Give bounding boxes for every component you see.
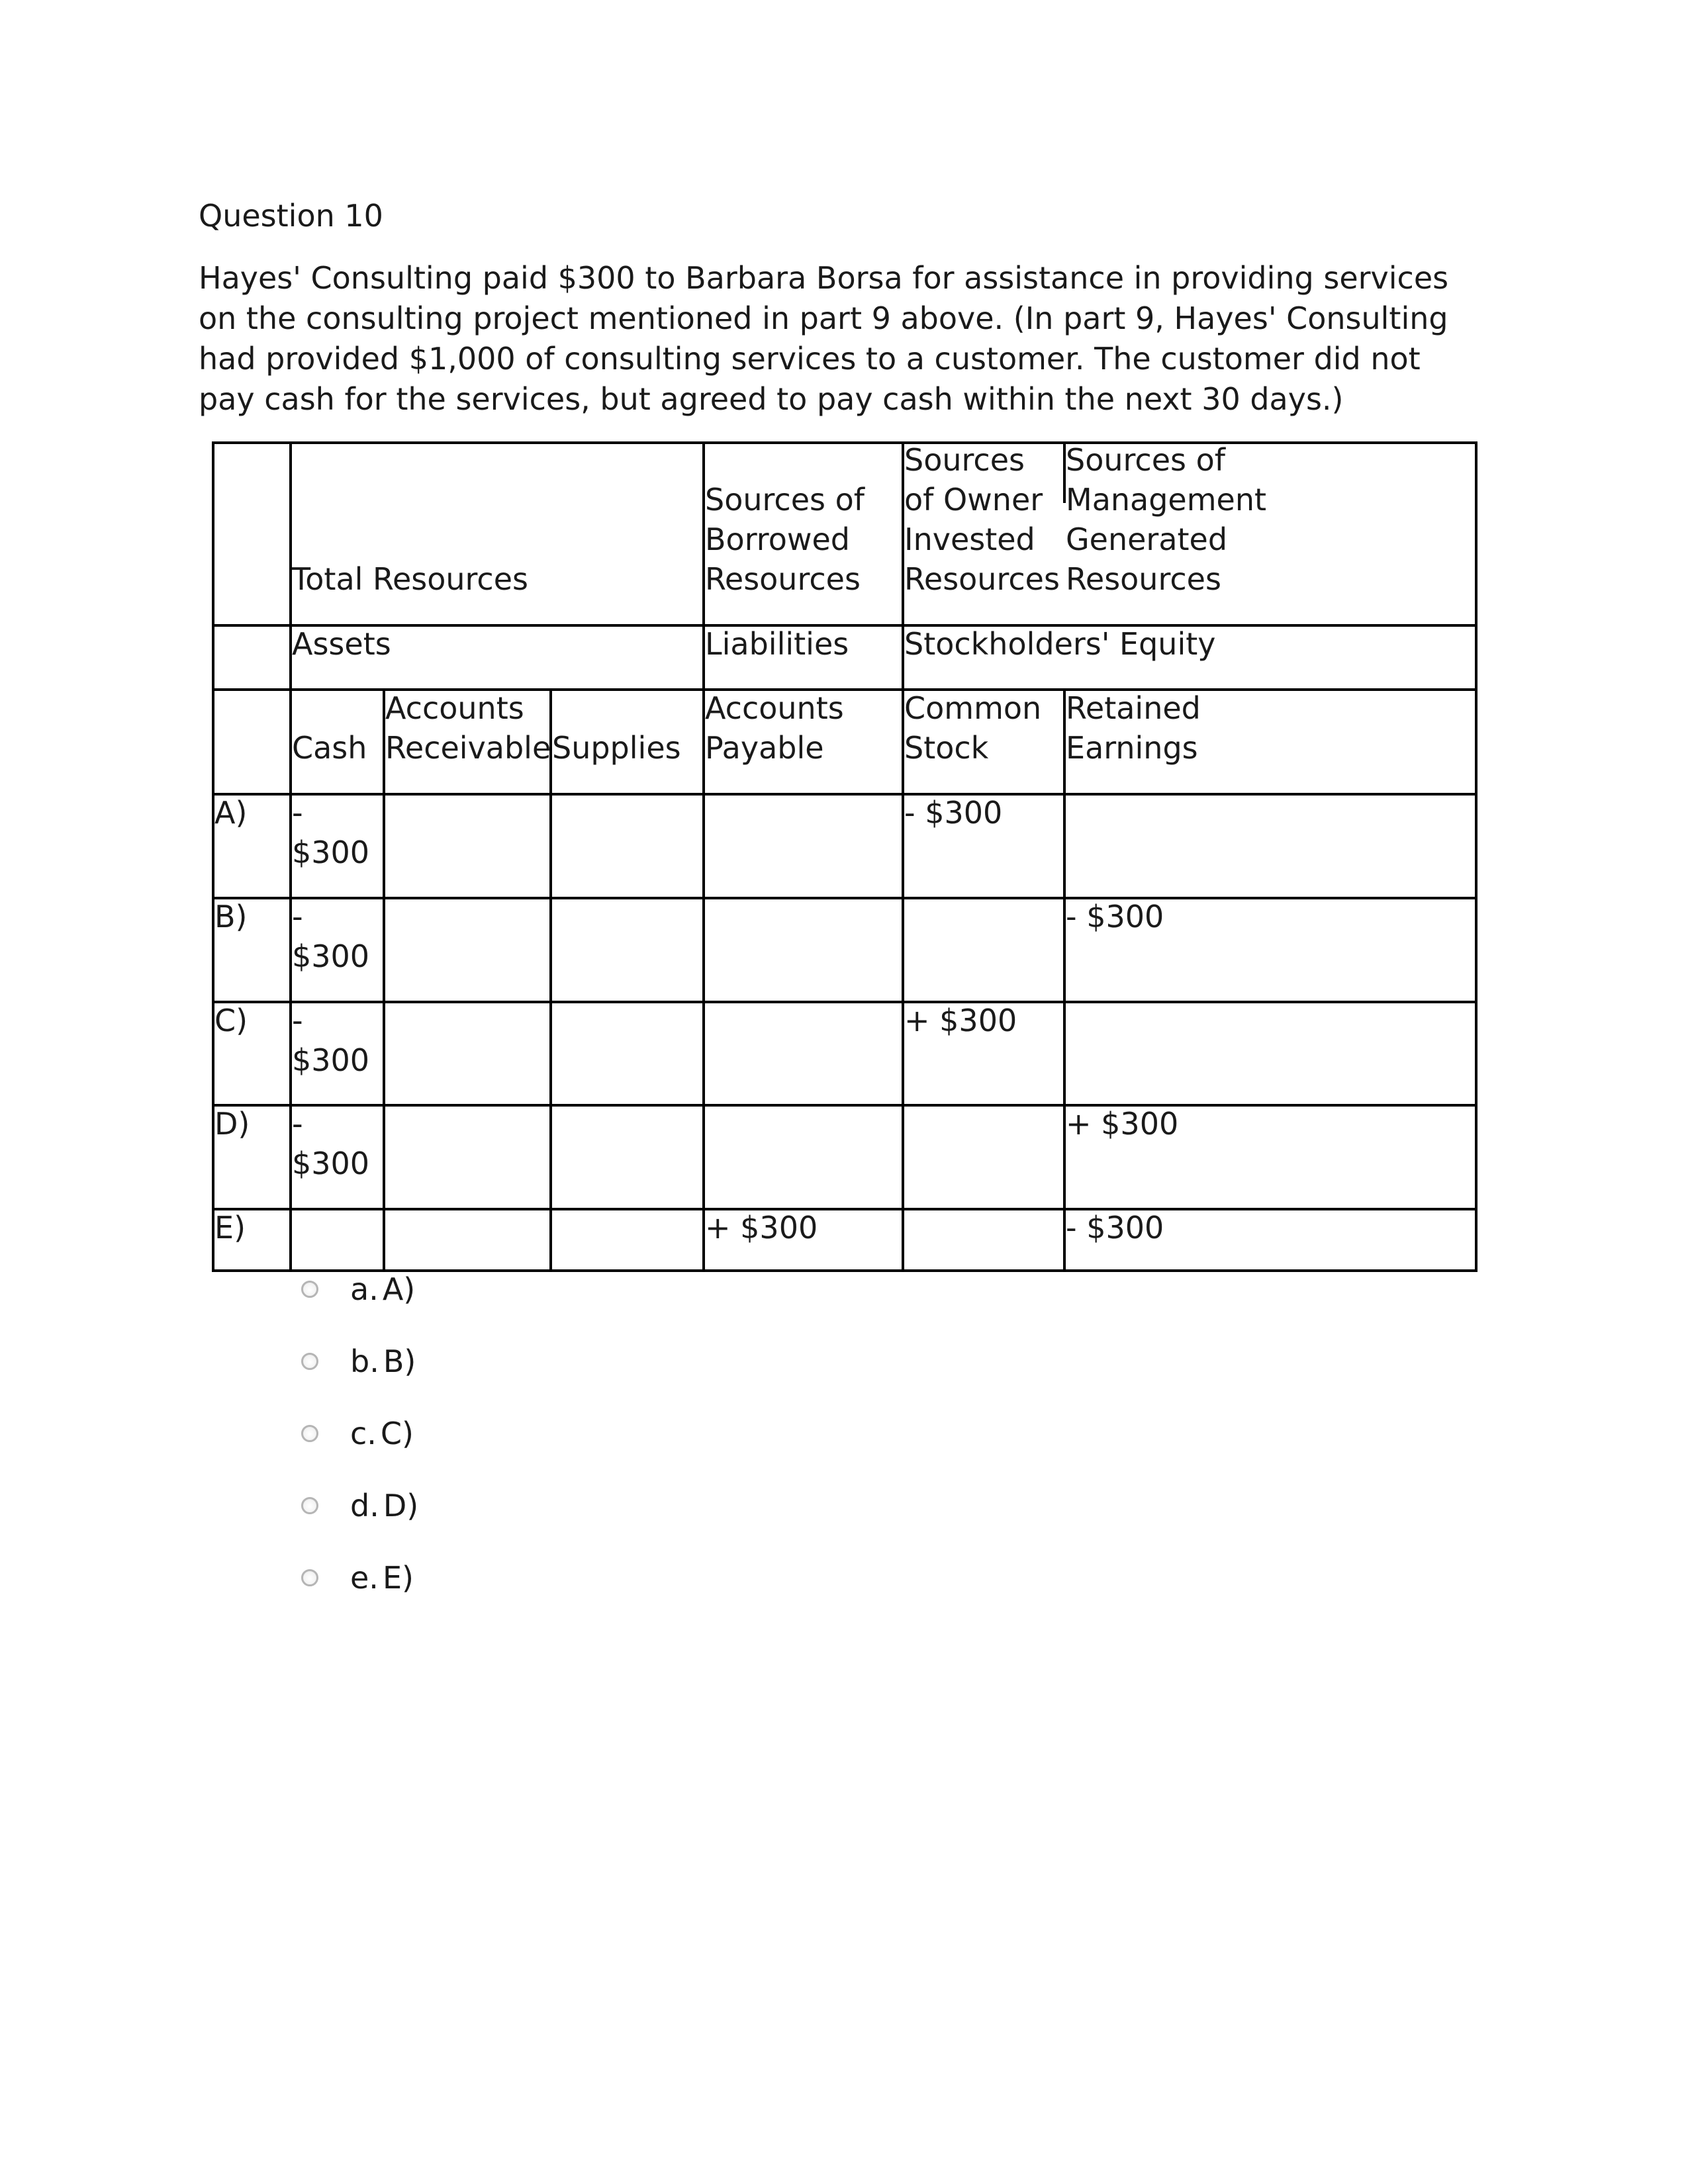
common-stock-cell: + $300 bbox=[904, 1003, 1017, 1038]
header-ap-line: Accounts bbox=[705, 690, 844, 726]
retained-earnings-cell: - $300 bbox=[1066, 899, 1164, 934]
choice-label: D) bbox=[383, 1488, 419, 1524]
header-assets: Assets bbox=[292, 626, 391, 662]
choice-letter: c. bbox=[350, 1416, 377, 1451]
radio-button-icon[interactable] bbox=[301, 1281, 318, 1298]
header-owner-line: Sources bbox=[904, 442, 1025, 478]
radio-button-icon[interactable] bbox=[301, 1569, 318, 1586]
ap-cell: + $300 bbox=[705, 1210, 818, 1246]
header-total-resources: Total Resources bbox=[292, 561, 528, 597]
cash-cell: - bbox=[292, 1003, 303, 1038]
choice-letter: a. bbox=[350, 1271, 379, 1307]
table-border-left bbox=[212, 441, 214, 1272]
table-divider bbox=[212, 897, 1477, 899]
header-supplies: Supplies bbox=[552, 730, 681, 766]
row-label: D) bbox=[214, 1106, 250, 1142]
choice-letter: b. bbox=[350, 1343, 379, 1379]
radio-button-icon[interactable] bbox=[301, 1353, 318, 1370]
question-text-line: on the consulting project mentioned in part 9 above. (In part 9, Hayes' Consulting bbox=[199, 300, 1448, 336]
cash-cell: $300 bbox=[292, 938, 370, 974]
row-label: E) bbox=[214, 1210, 246, 1246]
table-divider bbox=[212, 1208, 1477, 1210]
header-ar-line: Accounts bbox=[385, 690, 524, 726]
choice-label: C) bbox=[380, 1416, 414, 1451]
radio-button-icon[interactable] bbox=[301, 1497, 318, 1514]
choice-c[interactable] bbox=[301, 1414, 414, 1453]
radio-button-icon[interactable] bbox=[301, 1425, 318, 1442]
header-management-line: Sources of bbox=[1066, 442, 1225, 478]
header-borrowed-line: Sources of bbox=[705, 482, 865, 518]
choice-label: E) bbox=[382, 1560, 414, 1596]
row-label: B) bbox=[214, 899, 248, 934]
choice-e[interactable] bbox=[301, 1558, 414, 1598]
header-borrowed-line: Borrowed bbox=[705, 522, 850, 557]
choice-d[interactable] bbox=[301, 1486, 418, 1525]
choice-label: A) bbox=[382, 1271, 416, 1307]
header-cash: Cash bbox=[292, 730, 367, 766]
header-ar-line: Receivable bbox=[385, 730, 551, 766]
question-text-line: pay cash for the services, but agreed to pay cash within the next 30 days.) bbox=[199, 381, 1344, 417]
answer-table bbox=[212, 441, 1477, 1272]
choice-letter: d. bbox=[350, 1488, 379, 1524]
header-management-line: Management bbox=[1066, 482, 1267, 518]
question-text-line: had provided $1,000 of consulting services to a customer. The customer did not bbox=[199, 341, 1421, 377]
cash-cell: - bbox=[292, 1106, 303, 1142]
choice-label: B) bbox=[383, 1343, 416, 1379]
table-border-right bbox=[1475, 441, 1477, 1272]
header-owner-line: Invested bbox=[904, 522, 1035, 557]
table-divider bbox=[212, 1001, 1477, 1003]
cash-cell: - bbox=[292, 899, 303, 934]
cash-cell: $300 bbox=[292, 835, 370, 870]
row-label: C) bbox=[214, 1003, 248, 1038]
table-divider bbox=[383, 688, 385, 1272]
choice-letter: e. bbox=[350, 1560, 379, 1596]
table-divider bbox=[1063, 688, 1066, 1272]
common-stock-cell: - $300 bbox=[904, 795, 1003, 831]
choice-a[interactable] bbox=[301, 1269, 415, 1309]
cash-cell: - bbox=[292, 795, 303, 831]
header-retained-line: Earnings bbox=[1066, 730, 1198, 766]
header-management-line: Resources bbox=[1066, 561, 1221, 597]
table-divider bbox=[212, 793, 1477, 796]
header-common-line: Stock bbox=[904, 730, 989, 766]
retained-earnings-cell: + $300 bbox=[1066, 1106, 1179, 1142]
row-label: A) bbox=[214, 795, 248, 831]
table-divider bbox=[549, 688, 552, 1272]
question-text bbox=[199, 258, 1489, 420]
retained-earnings-cell: - $300 bbox=[1066, 1210, 1164, 1246]
question-title: Question 10 bbox=[199, 198, 383, 234]
header-stockholders-equity: Stockholders' Equity bbox=[904, 626, 1216, 662]
header-owner-line: of Owner bbox=[904, 482, 1043, 518]
header-ap-line: Payable bbox=[705, 730, 824, 766]
header-management-line: Generated bbox=[1066, 522, 1228, 557]
cash-cell: $300 bbox=[292, 1042, 370, 1078]
header-owner-line: Resources bbox=[904, 561, 1060, 597]
header-common-line: Common bbox=[904, 690, 1042, 726]
cash-cell: $300 bbox=[292, 1146, 370, 1181]
header-retained-line: Retained bbox=[1066, 690, 1201, 726]
header-liabilities: Liabilities bbox=[705, 626, 849, 662]
table-border-top bbox=[212, 441, 1477, 444]
table-divider bbox=[212, 1104, 1477, 1107]
header-borrowed-line: Resources bbox=[705, 561, 861, 597]
question-text-line: Hayes' Consulting paid $300 to Barbara Borsa for assistance in providing services bbox=[199, 260, 1449, 296]
choice-b[interactable] bbox=[301, 1342, 416, 1381]
